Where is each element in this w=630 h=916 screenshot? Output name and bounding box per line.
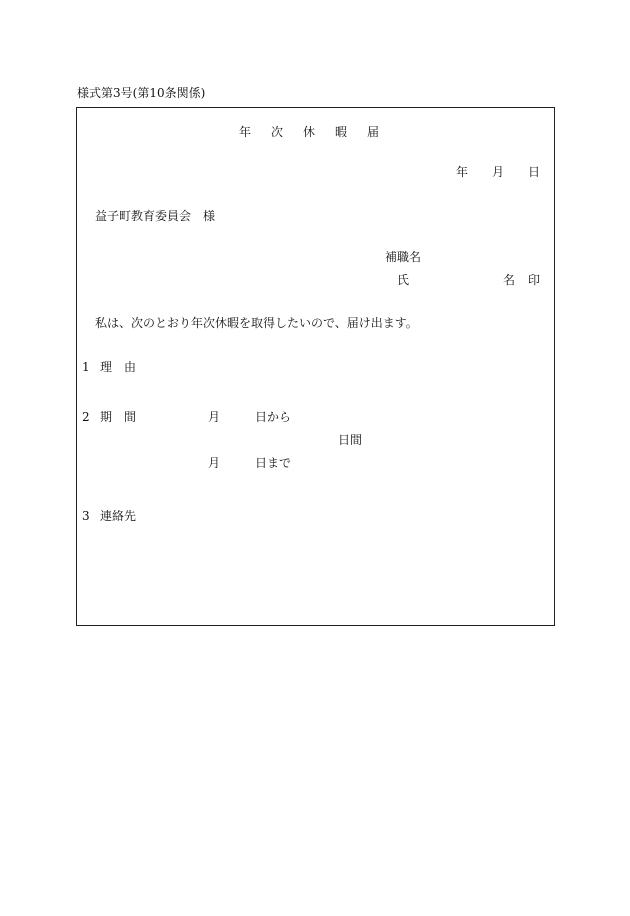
item-reason-label: 理 由 [100,360,137,374]
position-label: 補職名 [385,250,422,264]
form-number: 様式第3号(第10条関係) [77,86,206,100]
addressee: 益子町教育委員会 様 [95,209,216,223]
period-to-month: 月 [208,456,221,470]
statement: 私は、次のとおり年次休暇を取得したいので、届け出ます。 [95,316,418,330]
form-frame [76,107,555,626]
item-contact-number: 3 [82,509,90,523]
item-period-label: 期 間 [100,410,137,424]
item-period-number: 2 [82,410,90,424]
date-day: 日 [528,165,541,179]
item-contact-label: 連絡先 [100,509,137,523]
period-days: 日間 [338,433,363,447]
seal-mark: 印 [528,273,541,287]
item-reason-number: 1 [82,360,90,374]
form-title: 年次休暇届 [238,125,399,139]
name-label-first: 氏 [397,273,410,287]
name-label-second: 名 [503,273,516,287]
period-from-day: 日から [255,410,292,424]
period-to-day: 日まで [255,456,292,470]
date-year: 年 [456,165,469,179]
period-from-month: 月 [208,410,221,424]
date-month: 月 [492,165,505,179]
